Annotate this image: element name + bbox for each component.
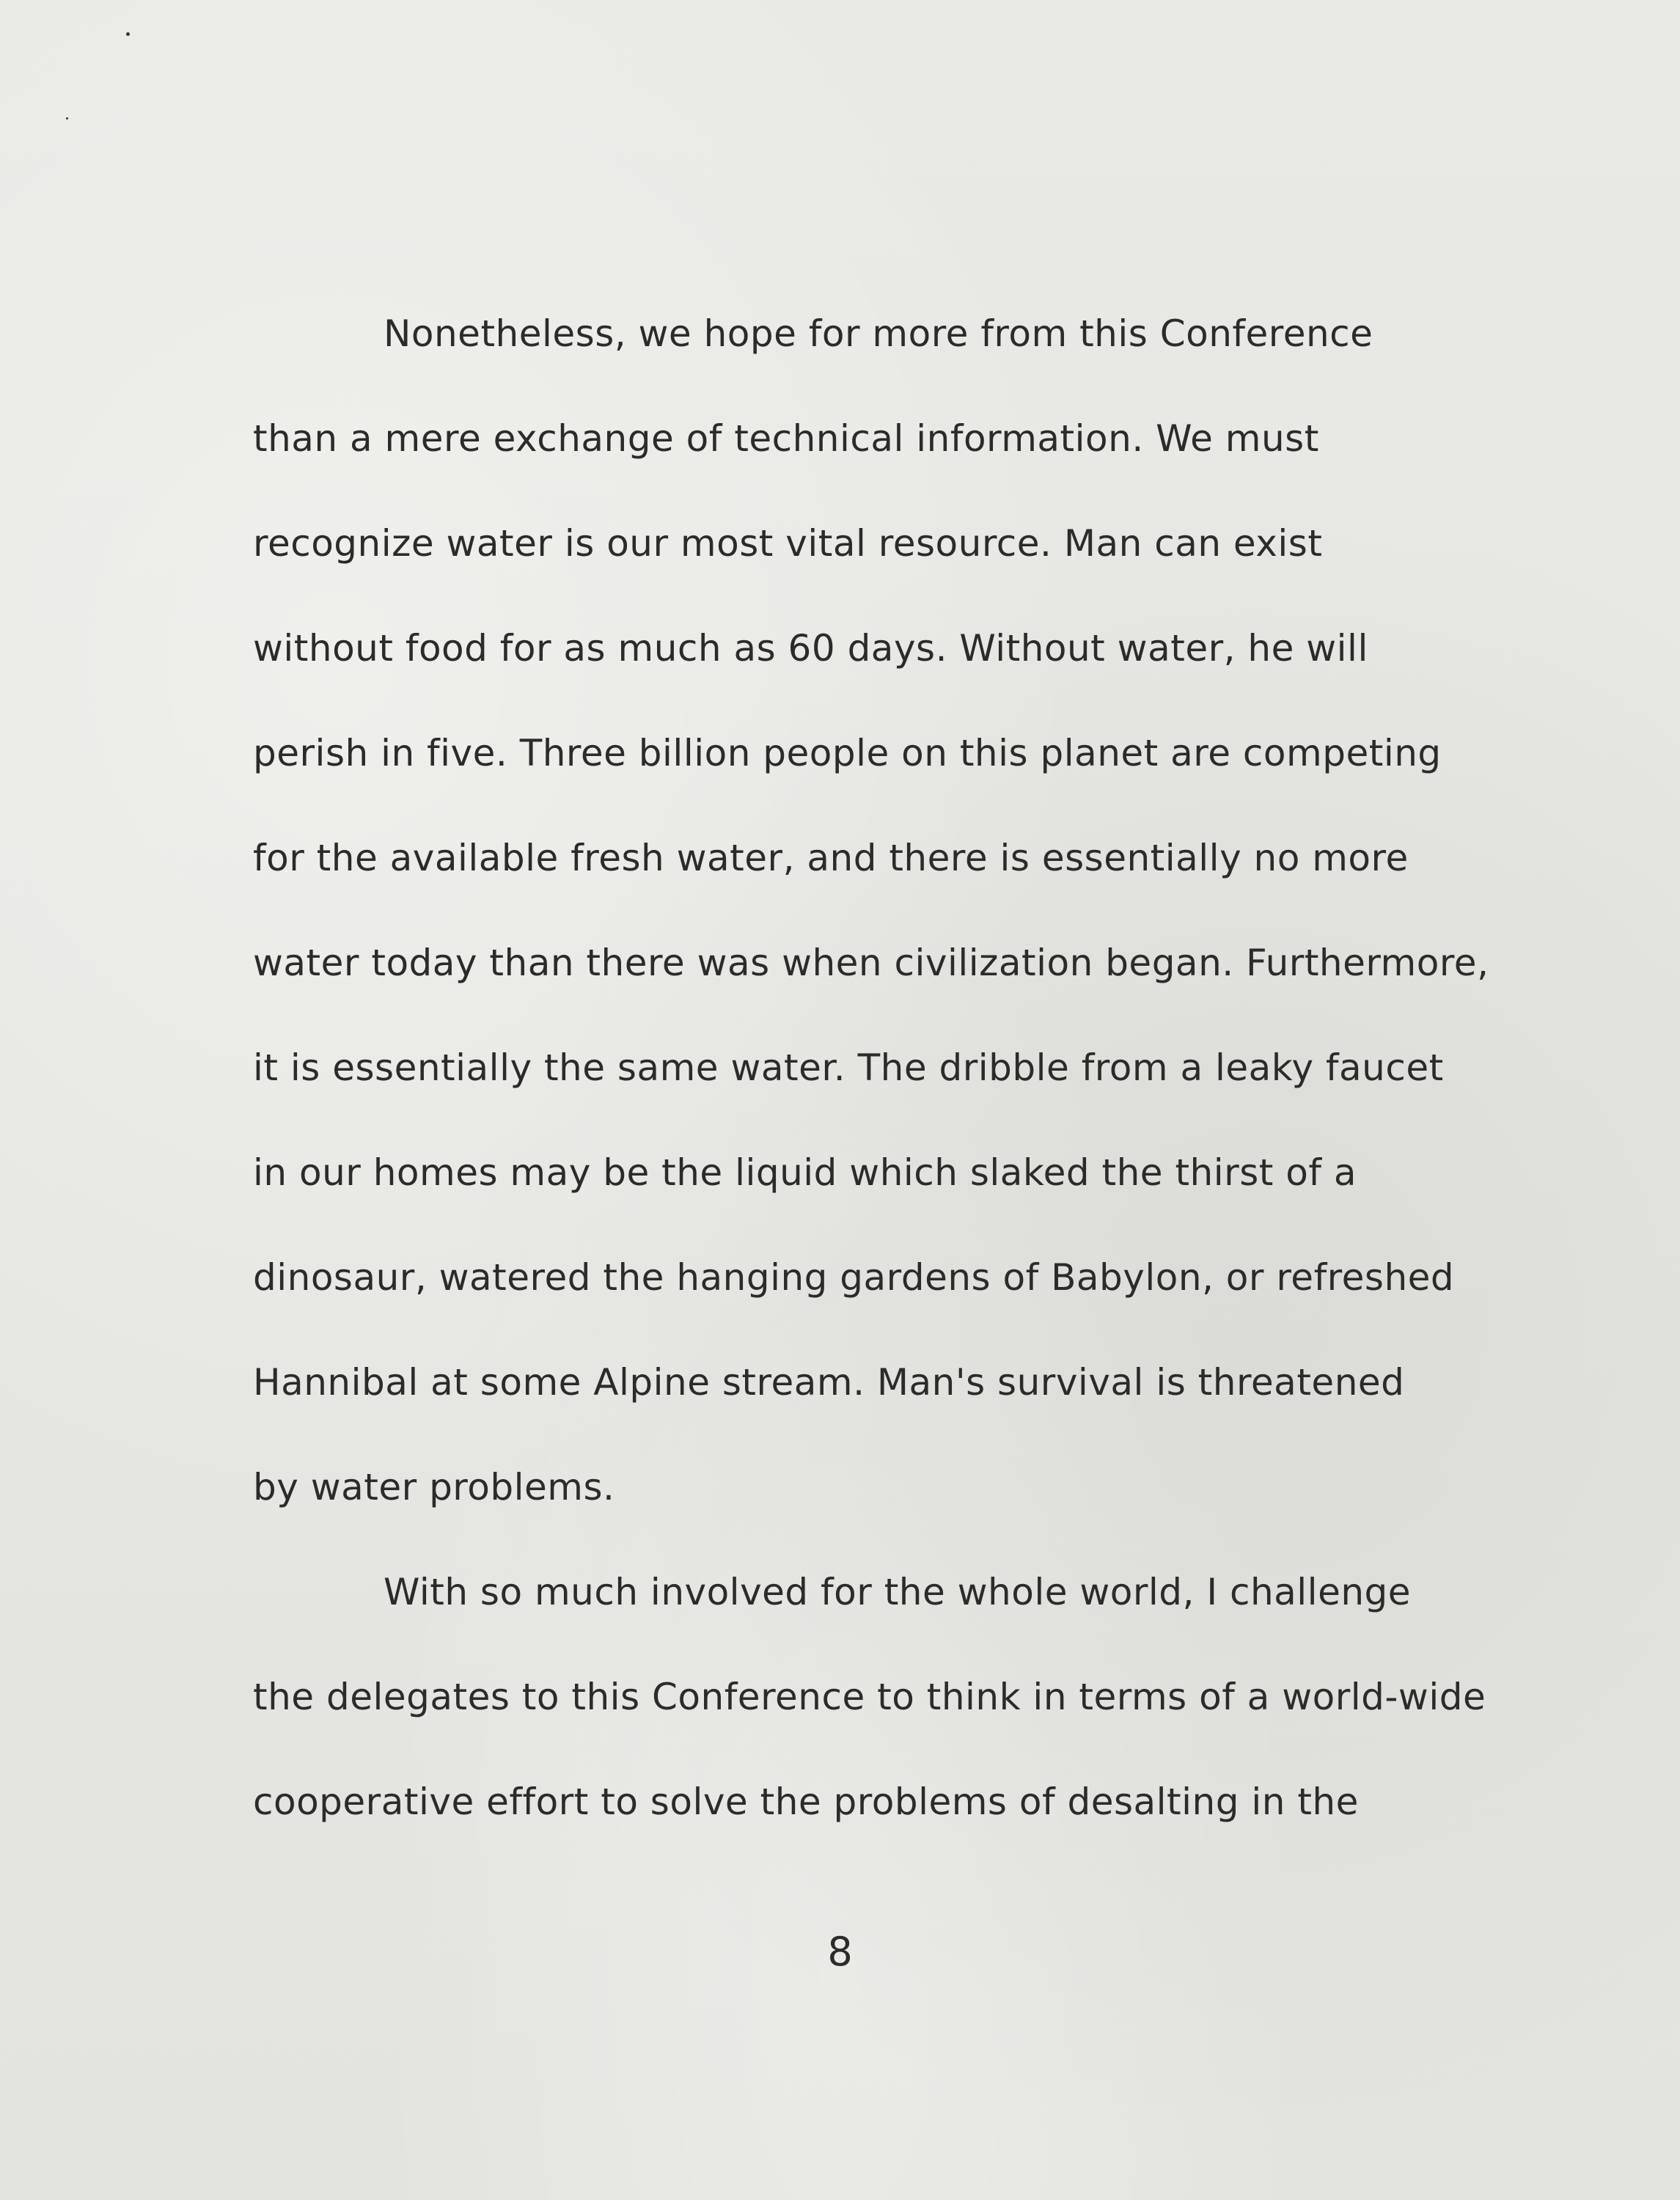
page-number: 8 — [827, 1929, 853, 1975]
paper-speckle — [66, 117, 68, 120]
text-line: Hannibal at some Alpine stream. Man's survival is threatened — [253, 1361, 1405, 1404]
text-line: With so much involved for the whole world, I challenge — [384, 1571, 1412, 1613]
text-line: recognize water is our most vital resource. Man can exist — [253, 522, 1323, 565]
paragraph-2 — [253, 1563, 1500, 1877]
text-line: by water problems. — [253, 1466, 615, 1508]
text-line: in our homes may be the liquid which slaked the thirst of a — [253, 1151, 1357, 1194]
text-line: water today than there was when civilization began. Furthermore, — [253, 942, 1489, 984]
text-line: it is essentially the same water. The dribble from a leaky faucet — [253, 1046, 1444, 1089]
text-line: Nonetheless, we hope for more from this Conference — [384, 312, 1373, 355]
text-line: the delegates to this Conference to think in terms of a world-wide — [253, 1676, 1486, 1718]
paragraph-1 — [253, 304, 1500, 1563]
text-line: for the available fresh water, and there is essentially no more — [253, 837, 1409, 879]
body-text — [253, 304, 1500, 1877]
paper-speckle — [126, 32, 130, 36]
text-line: dinosaur, watered the hanging gardens of Babylon, or refreshed — [253, 1256, 1455, 1299]
text-line: than a mere exchange of technical information. We must — [253, 417, 1319, 460]
text-line: without food for as much as 60 days. Without water, he will — [253, 627, 1368, 670]
text-line: perish in five. Three billion people on this planet are competing — [253, 732, 1442, 774]
text-line: cooperative effort to solve the problems of desalting in the — [253, 1781, 1359, 1823]
